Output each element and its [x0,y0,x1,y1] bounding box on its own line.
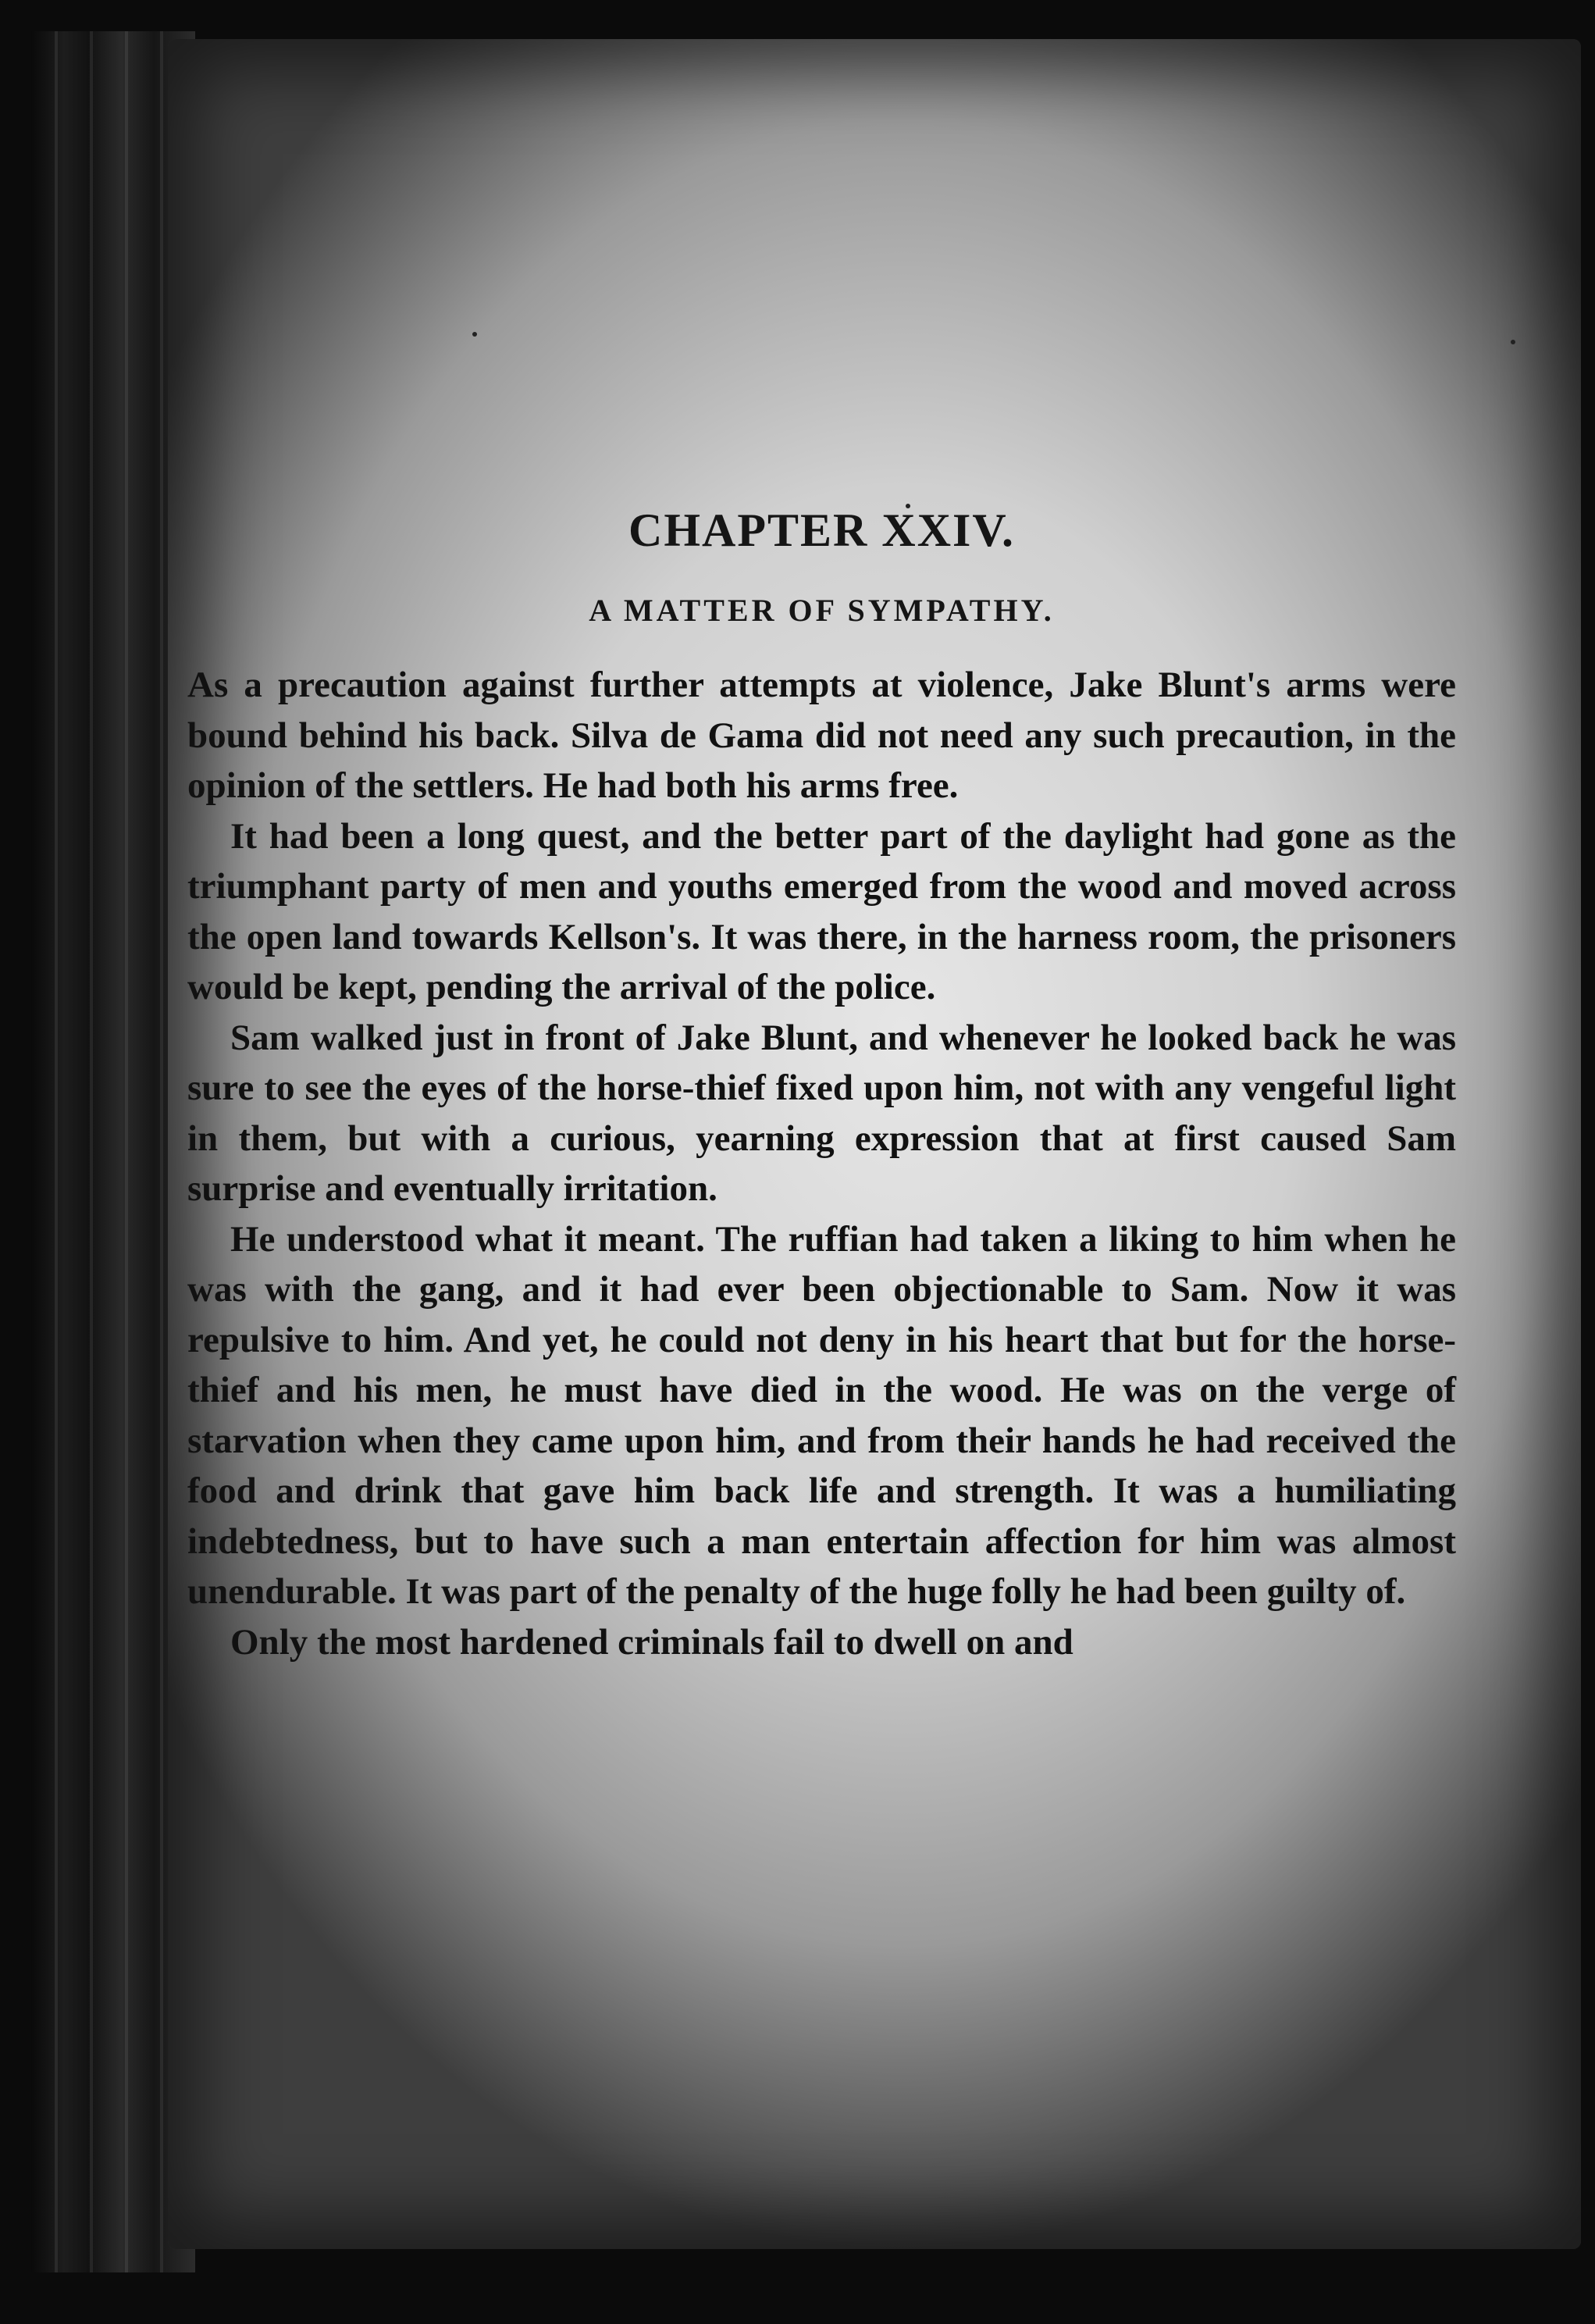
paper-speck [472,332,477,337]
paragraph: Only the most hardened criminals fail to dwell on and [230,1621,1073,1663]
paragraph: It had been a long quest, and the better part of the daylight had gone as the triumphant party of men and youths emerged from the wood and moved across the open land towards Kellson's. It was there, in the harness room, the prisoners would be kept, pending the arrival of the police. [187,815,1456,1007]
paper-speck [1511,340,1515,344]
page-text [187,504,1456,1667]
chapter-subtitle: A MATTER OF SYMPATHY. [589,593,1055,628]
paragraph: Sam walked just in front of Jake Blunt, and whenever he looked back he was sure to see the eyes of the horse-thief fixed upon him, not with any vengeful light in them, but with a curious, yearning expression that at first caused Sam surprise and eventually irritation. [187,1017,1456,1209]
paragraph: As a precaution against further attempts at violence, Jake Blunt's arms were bound behind his back. Silva de Gama did not need any such precaution, in the opinion of the settlers. He had both his arms free. [187,665,1456,806]
chapter-title: CHAPTER XXIV. [628,504,1015,556]
paragraph: He understood what it meant. The ruffian had taken a liking to him when he was with the gang, and it had ever been objectionable to Sam. Now it was repulsive to him. And yet, he could not deny in his heart that but for the horse-thief and his men, he must have died in the wood. He was on the verge of starvation when they came upon him, and from their hands he had received the food and drink that gave him back life and strength. It was a humiliating indebtedness, but to have such a man entertain affection for him was almost unendurable. It was part of the penalty of the huge folly he had been guilty of. [187,1218,1456,1612]
